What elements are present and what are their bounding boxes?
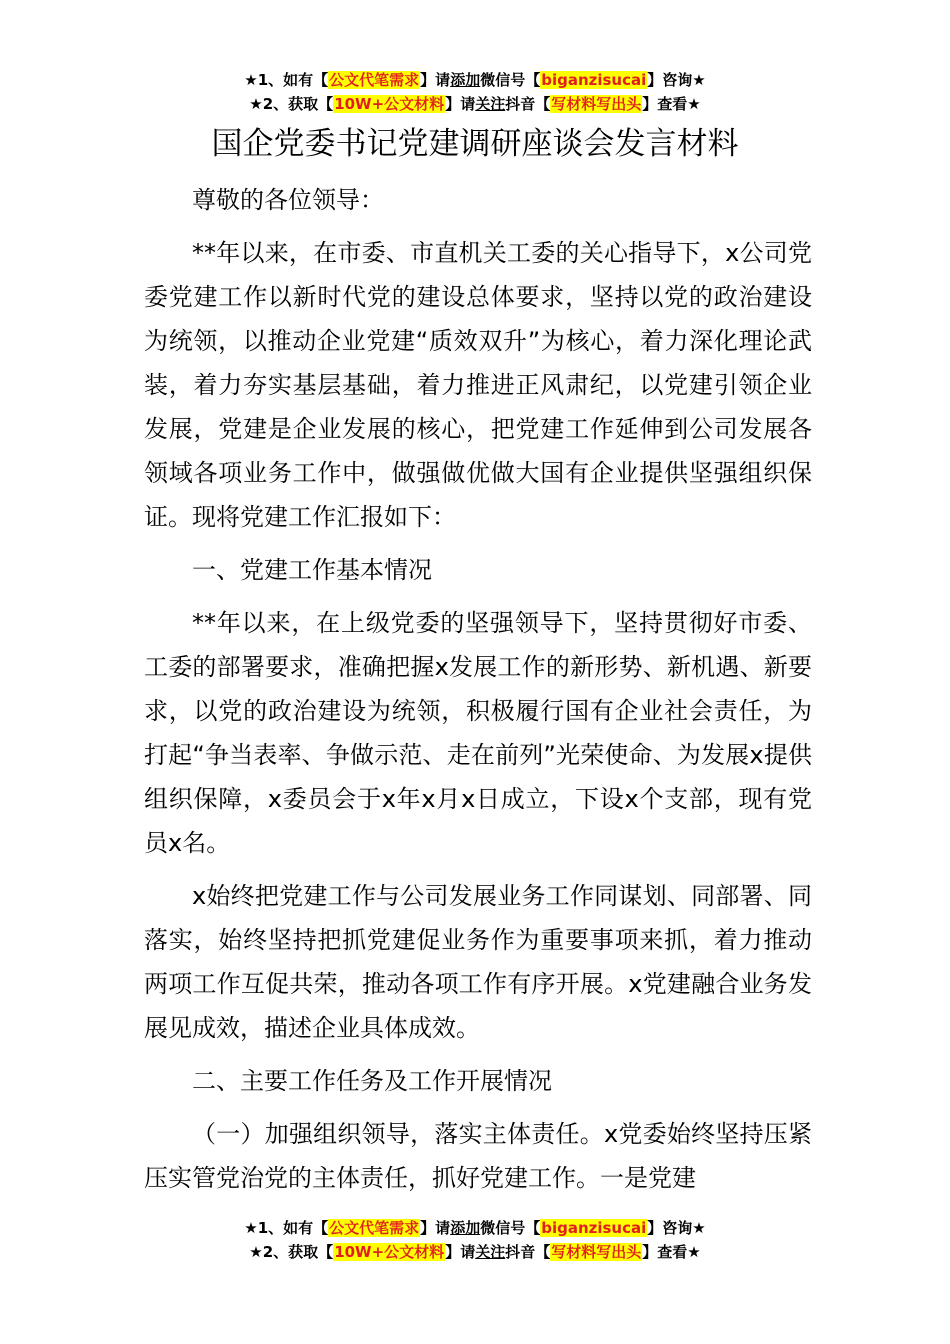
document-title: 国企党委书记党建调研座谈会发言材料 [211, 126, 739, 162]
promo-line-2: ★2、获取【10W+公文材料】请关注抖音【写材料写出头】查看★ [249, 95, 701, 113]
promo-footer [0, 1216, 950, 1264]
highlight-douyin: 写材料写出头 [551, 95, 642, 113]
highlight-service: 公文代笔需求 [329, 1219, 420, 1237]
body-paragraph: **年以来，在上级党委的坚强领导下，坚持贯彻好市委、工委的部署要求，准确把握x发展工作的新形势、新机遇、新要求，以党的政治建设为统领，积极履行国有企业社会责任，为打起“争当表率、争做示范、走在前列”光荣使命、为发展x提供组织保障，x委员会于x年x月x日成立，下设x个支部，现有党员x名。 [144, 609, 812, 857]
document-body [144, 178, 812, 1209]
body-paragraph: **年以来，在市委、市直机关工委的关心指导下，x公司党委党建工作以新时代党的建设总体要求，坚持以党的政治建设为统领，以推动企业党建“质效双升”为核心，着力深化理论武装，着力夯实基层基础，着力推进正风肃纪，以党建引领企业发展，党建是企业发展的核心，把党建工作延伸到公司发展各领域各项业务工作中，做强做优做大国有企业提供坚强组织保证。现将党建工作汇报如下： [144, 239, 812, 531]
salutation: 尊敬的各位领导： [192, 186, 384, 214]
highlight-materials: 10W+公文材料 [334, 95, 445, 113]
body-paragraph: （一）加强组织领导，落实主体责任。x党委始终坚持压紧压实管党治党的主体责任，抓好党建工作。一是党建 [144, 1120, 812, 1192]
highlight-wechat-id: biganzisucai [541, 1219, 647, 1237]
highlight-douyin: 写材料写出头 [551, 1243, 642, 1261]
highlight-wechat-id: biganzisucai [541, 71, 647, 89]
highlight-materials: 10W+公文材料 [334, 1243, 445, 1261]
promo-line-1: ★1、如有【公文代笔需求】请添加微信号【biganzisucai】咨询★ [244, 71, 706, 89]
promo-line-1: ★1、如有【公文代笔需求】请添加微信号【biganzisucai】咨询★ [244, 1219, 706, 1237]
promo-header [0, 68, 950, 116]
section-heading: 一、党建工作基本情况 [192, 556, 432, 584]
promo-line-2: ★2、获取【10W+公文材料】请关注抖音【写材料写出头】查看★ [249, 1243, 701, 1261]
highlight-service: 公文代笔需求 [329, 71, 420, 89]
body-paragraph: x始终把党建工作与公司发展业务工作同谋划、同部署、同落实，始终坚持把抓党建促业务作为重要事项来抓，着力推动两项工作互促共荣，推动各项工作有序开展。x党建融合业务发展见成效，描述企业具体成效。 [144, 882, 812, 1042]
section-heading: 二、主要工作任务及工作开展情况 [192, 1067, 552, 1095]
